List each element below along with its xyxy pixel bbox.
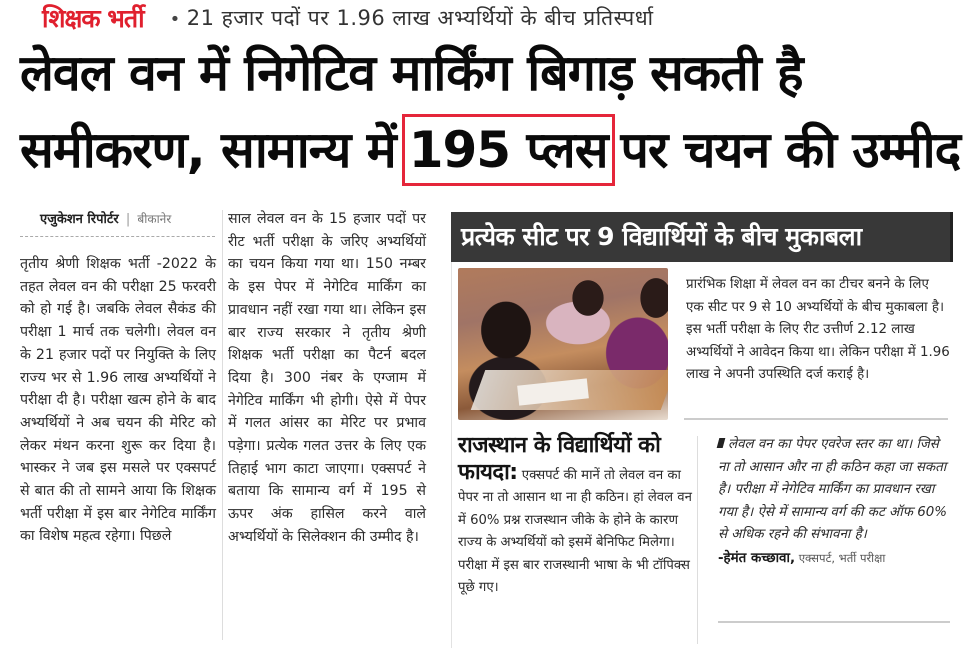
box-header: प्रत्येक सीट पर 9 विद्यार्थियों के बीच मुकाबला: [451, 212, 953, 262]
byline-place: बीकानेर: [137, 212, 172, 226]
byline: [40, 209, 171, 227]
box-text: प्रारंभिक शिक्षा में लेवल वन का टीचर बनने के लिए एक सीट पर 9 से 10 अभ्यर्थियों के बीच मुकाबला है। इस भर्ती परीक्षा के लिए रीट उत्तीर्ण 2.12 लाख अभ्यर्थियों ने आवेदन किया था। लेकिन परीक्षा में 1.96 लाख ने अपनी उपस्थिति दर्ज कराई है।: [686, 277, 950, 382]
highlighted-figure: 195 प्लस: [402, 114, 615, 186]
column-divider: [222, 210, 223, 640]
exam-hall-photo: [458, 268, 668, 420]
box-divider: [684, 418, 948, 420]
byline-separator: |: [125, 212, 131, 227]
expert-quote: [718, 434, 950, 571]
inner-column-divider: [697, 436, 698, 644]
headline-line-2: [20, 112, 961, 188]
expert-role: एक्सपर्ट, भर्ती परीक्षा: [795, 550, 886, 565]
headline-line-1: लेवल वन में निगेटिव मार्किंग बिगाड़ सकती है: [20, 44, 803, 102]
article-column-2: साल लेवल वन के 15 हजार पदों पर रीट भर्ती परीक्षा के जरिए अभ्यर्थियों का चयन किया गया था। 150 नम्बर के इस पेपर में नेगेटिव मार्किंग का प्रावधान नहीं रखा गया था। लेकिन इस बार राज्य सरकार ने तृतीय श्रेणी शिक्षक भर्ती परीक्षा का पैटर्न बदल दिया है। 300 नंबर के एग्जाम में नेगेटिव मार्किंग भी होगी। ऐसे में पेपर में गलत आंसर का मेरिट पर प्रभाव पड़ेगा। प्रत्येक गलत उत्तर के लिए एक तिहाई भाग काटा जाएगा। एक्सपर्ट ने बताया कि सामान्य वर्ग में 195 से ऊपर अंक हासिल करने वाले अभ्यर्थियों के सिलेक्शन की उम्मीद है।: [228, 211, 426, 545]
box-frame-left: [451, 262, 452, 648]
rajasthan-heading: राजस्थान के विद्यार्थियों को: [458, 433, 661, 458]
rajasthan-body: [458, 462, 698, 599]
kicker-subhead-text: 21 हजार पदों पर 1.96 लाख अभ्यर्थियों के बीच प्रतिस्पर्धा: [186, 6, 654, 30]
article-column-1: तृतीय श्रेणी शिक्षक भर्ती -2022 के तहत लेवल वन की परीक्षा 25 फरवरी को हो गई है। जबकि लेवल सैकंड की परीक्षा 1 मार्च तक चलेगी। लेवल वन के 21 हजार पदों पर नियुक्ति के लिए राज्य भर से 1.96 लाख अभ्यर्थियों ने परीक्षा दी है। परीक्षा खत्म होने के बाद अभ्यर्थियों ने अब चयन की मेरिट को लेकर मंथन करना शुरू कर दिया है। भास्कर ने जब इस मसले पर एक्सपर्ट से बात की तो सामने आया कि शिक्षक भर्ती परीक्षा में इस बार नेगेटिव मार्किंग का विशेष महत्व रहेगा। पिछले: [20, 256, 216, 545]
kicker-subhead: [170, 4, 654, 32]
byline-reporter: एजुकेशन रिपोर्टर: [40, 212, 119, 227]
quote-attribution: [718, 547, 950, 571]
rajasthan-body-text: एक्सपर्ट की मानें तो लेवल वन का पेपर ना तो आसान था ना ही कठिन। हां लेवल वन में 60% प्रश्न राजस्थान जीके के होने के कारण राज्य के अभ्यर्थियों को इसमें बेनिफिट मिलेगा। परीक्षा में इस बार राजस्थानी भाषा के भी टॉपिक्स पूछे गए।: [458, 468, 692, 596]
quote-divider: [718, 621, 950, 623]
headline-line-2-after: पर चयन की उम्मीद: [620, 121, 961, 179]
bullet-icon: •: [169, 9, 181, 30]
headline-line-2-before: समीकरण, सामान्य में: [20, 121, 396, 179]
quote-text: लेवल वन का पेपर एवरेज स्तर का था। जिसे ना तो आसान और ना ही कठिन कहा जा सकता है। परीक्षा में नेगेटिव मार्किंग का प्रावधान रखा गया है। ऐसे में सामान्य वर्ग की कट ऑफ 60% से अधिक रहने की संभावना है।: [718, 437, 947, 543]
section-label: शिक्षक भर्ती: [42, 4, 144, 33]
byline-divider: [20, 236, 215, 237]
rajasthan-heading-lead: फायदा:: [458, 460, 518, 485]
quote-marker-icon: [717, 438, 726, 448]
kicker-row: [42, 0, 654, 36]
expert-name: -हेमंत कच्छावा,: [718, 550, 796, 566]
